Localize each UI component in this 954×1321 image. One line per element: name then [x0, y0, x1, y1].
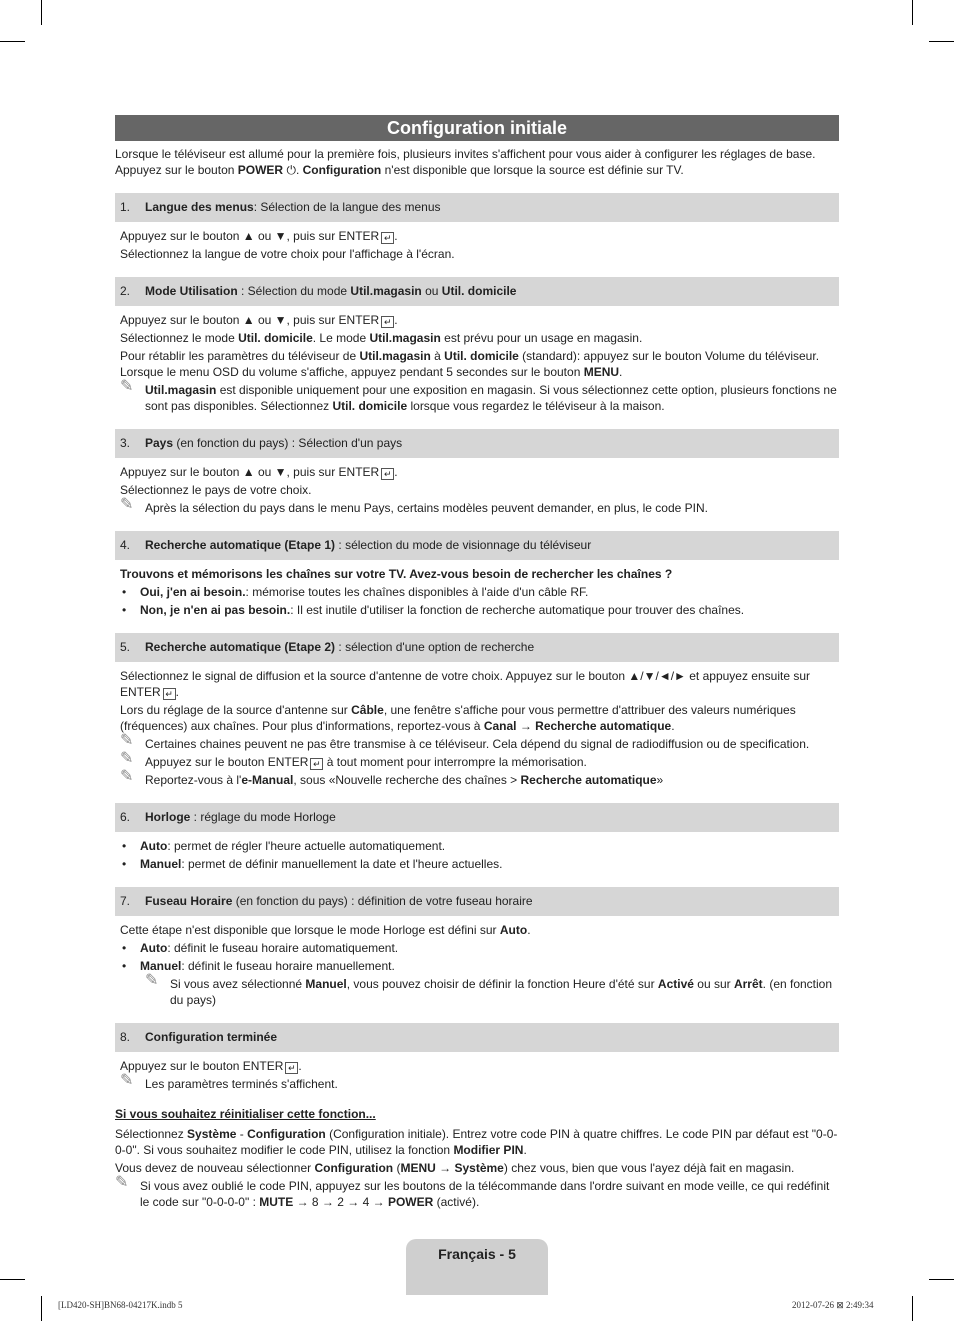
note-pencil-icon: ✎: [120, 732, 134, 749]
note: ✎ Reportez-vous à l'e-Manual, sous «Nouvelle recherche des chaînes > Recherche automatique»: [120, 768, 664, 787]
step-4-header: 4. Recherche automatique (Etape 1) : sélection du mode de visionnage du téléviseur: [115, 531, 839, 560]
reset-body: Sélectionnez Système - Configuration (Configuration initiale). Entrez votre code PIN à quatre chiffres. Le code PIN par défaut est "0-0-0-0". Si vous souhaitez modifier le code PIN, utilisez la fonction Modifier PIN. Vous devez de nouveau sélectionner Configuration (MENU → Système) chez vous, bien que vous l'ayez déjà fait en magasin. ✎ Si vous avez oublié le code PIN, appuyez sur les boutons de la télécommande dans l'ordre suivant en mode veille, ce qui redéfinit le code sur "0-0-0-0" : MUTE → 8 → 2 → 4 → POWER (activé).: [115, 1127, 838, 1209]
note: ✎ Certaines chaines peuvent ne pas être transmise à ce téléviseur. Cela dépend du signal de radiodiffusion ou de specification.: [120, 732, 810, 751]
step-3-header: 3. Pays (en fonction du pays) : Sélection d'un pays: [115, 429, 839, 458]
step-1-body: Appuyez sur le bouton ▲ ou ▼, puis sur ENTER ↵ . Sélectionnez la langue de votre choix pour l'affichage à l'écran.: [120, 229, 455, 261]
step-5-header: 5. Recherche automatique (Etape 2) : sélection d'une option de recherche: [115, 633, 839, 662]
step-6-body: [115, 838, 839, 872]
step-5-body: Sélectionnez le signal de diffusion et la source d'antenne de votre choix. Appuyez sur le bouton ▲/▼/◄/► et appuyez ensuite sur ENTER ↵ . Lors du réglage de la source d'antenne sur Câble, une fenêtre s'affiche pour vous permettre d'attribuer des valeurs numériques (fréquences) aux chaînes. Pour plus d'informations, reportez-vous à Canal → Recherche automatique. ✎ Certaines chaines peuvent ne pas être transmise à ce téléviseur. Cela dépend du signal de radiodiffusion ou de specification. ✎ Appuyez sur le bouton ENTER ↵ à tout moment pour interrompre la mémorisation. ✎ Reportez-vous à l'e-Manual, sous «Nouvelle recherche des chaînes > Recherche automatique»: [115, 668, 839, 788]
print-date-label: 2012-07-26 ⊠ 2:49:34: [792, 1300, 874, 1310]
note: ✎ Util.magasin est disponible uniquement pour une exposition en magasin. Si vous sélectionnez cette option, plusieurs fonctions ne sont pas disponibles. Sélectionnez Util. domicile lorsque vous regardez le téléviseur à la maison.: [120, 378, 837, 413]
list-item: • Auto: définit le fuseau horaire automatiquement.: [122, 941, 399, 955]
note: ✎ Après la sélection du pays dans le menu Pays, certains modèles peuvent demander, en plus, le code PIN.: [120, 496, 708, 515]
enter-icon: ↵: [381, 468, 394, 480]
step-4-body: Trouvons et mémorisons les chaînes sur votre TV. Avez-vous besoin de rechercher les chaînes ? • Oui, j'en ai besoin.: mémorise toutes les chaînes disponibles à l'aide d'un câble RF. • Non, je n'en ai pas besoin.: Il est inutile d'utiliser la fonction de recherche automatique pour trouver des chaînes.: [115, 566, 839, 618]
note-pencil-icon: ✎: [120, 378, 134, 395]
enter-icon: ↵: [381, 232, 394, 244]
step-8-body: Appuyez sur le bouton ENTER ↵ . ✎ Les paramètres terminés s'affichent.: [115, 1058, 839, 1092]
note: ✎ Appuyez sur le bouton ENTER ↵ à tout moment pour interrompre la mémorisation.: [120, 750, 587, 769]
list-item: • Manuel: définit le fuseau horaire manuellement.: [122, 959, 395, 973]
step-2-header: 2. Mode Utilisation : Sélection du mode Util.magasin ou Util. domicile: [115, 277, 839, 306]
step-3-body: Appuyez sur le bouton ▲ ou ▼, puis sur ENTER ↵ . Sélectionnez le pays de votre choix. ✎ Après la sélection du pays dans le menu Pays, certains modèles peuvent demander, en plus, le code PIN.: [115, 464, 839, 516]
note: ✎ Les paramètres terminés s'affichent.: [120, 1072, 338, 1091]
reset-heading: Si vous souhaitez réinitialiser cette fonction...: [115, 1107, 376, 1121]
step-6-header: 6. Horloge : réglage du mode Horloge: [115, 803, 839, 832]
step-1-header: 1. Langue des menus: Sélection de la langue des menus: [115, 193, 839, 222]
note-pencil-icon: ✎: [115, 1174, 129, 1191]
note-pencil-icon: ✎: [120, 768, 134, 785]
page-number-tab: Français - 5: [406, 1239, 548, 1295]
note-pencil-icon: ✎: [120, 496, 134, 513]
list-item: • Manuel: permet de définir manuellement la date et l'heure actuelles.: [122, 857, 503, 871]
intro-text: Lorsque le téléviseur est allumé pour la première fois, plusieurs invites s'affichent pour vous aider à configurer les réglages de base. Appuyez sur le bouton POWER ⏻. Configuration n'est disponible que lorsque la source est définie sur TV.: [115, 147, 816, 177]
list-item: • Auto: permet de régler l'heure actuelle automatiquement.: [122, 839, 446, 853]
note-pencil-icon: ✎: [120, 750, 134, 767]
step-7-header: 7. Fuseau Horaire (en fonction du pays) : définition de votre fuseau horaire: [115, 887, 839, 916]
power-icon: ⏻: [286, 163, 296, 177]
list-item: • Oui, j'en ai besoin.: mémorise toutes les chaînes disponibles à l'aide d'un câble RF.: [122, 585, 589, 599]
step-7-body: Cette étape n'est disponible que lorsque le mode Horloge est défini sur Auto. • Auto: définit le fuseau horaire automatiquement. • Manuel: définit le fuseau horaire manuellement. ✎ Si vous avez sélectionné Manuel, vous pouvez choisir de définir la fonction Heure d'été sur Activé ou sur Arrêt. (en fonction du pays): [115, 922, 839, 1008]
enter-icon: ↵: [285, 1062, 298, 1074]
note: ✎ Si vous avez sélectionné Manuel, vous pouvez choisir de définir la fonction Heure d'été sur Activé ou sur Arrêt. (en fonction du pays): [145, 972, 833, 1007]
page-title: Configuration initiale: [115, 115, 839, 141]
print-file-label: [LD420-SH]BN68-04217K.indb 5: [58, 1300, 183, 1310]
list-item: • Non, je n'en ai pas besoin.: Il est inutile d'utiliser la fonction de recherche automatique pour trouver des chaînes.: [122, 603, 745, 617]
step-8-header: 8. Configuration terminée: [115, 1023, 839, 1052]
enter-icon: ↵: [163, 688, 176, 700]
enter-icon: ↵: [310, 758, 323, 770]
enter-icon: ↵: [381, 316, 394, 328]
note-pencil-icon: ✎: [120, 1072, 134, 1089]
step-2-body: Appuyez sur le bouton ▲ ou ▼, puis sur ENTER ↵ . Sélectionnez le mode Util. domicile. Le mode Util.magasin est prévu pour un usage en magasin. Pour rétablir les paramètres du téléviseur de Util.magasin à Util. domicile (standard): appuyez sur le bouton Volume du téléviseur. Lorsque le menu OSD du volume s'affiche, appuyez pendant 5 secondes sur le bouton MENU. ✎ Util.magasin est disponible uniquement pour une exposition en magasin. Si vous sélectionnez cette option, plusieurs fonctions ne sont pas disponibles. Sélectionnez Util. domicile lorsque vous regardez le téléviseur à la maison.: [115, 312, 839, 414]
page-content: [115, 115, 839, 1212]
note: ✎ Si vous avez oublié le code PIN, appuyez sur les boutons de la télécommande dans l'ordre suivant en mode veille, ce qui redéfinit le code sur "0-0-0-0" : MUTE → 8 → 2 → 4 → POWER (activé).: [115, 1174, 830, 1209]
note-pencil-icon: ✎: [145, 972, 159, 989]
